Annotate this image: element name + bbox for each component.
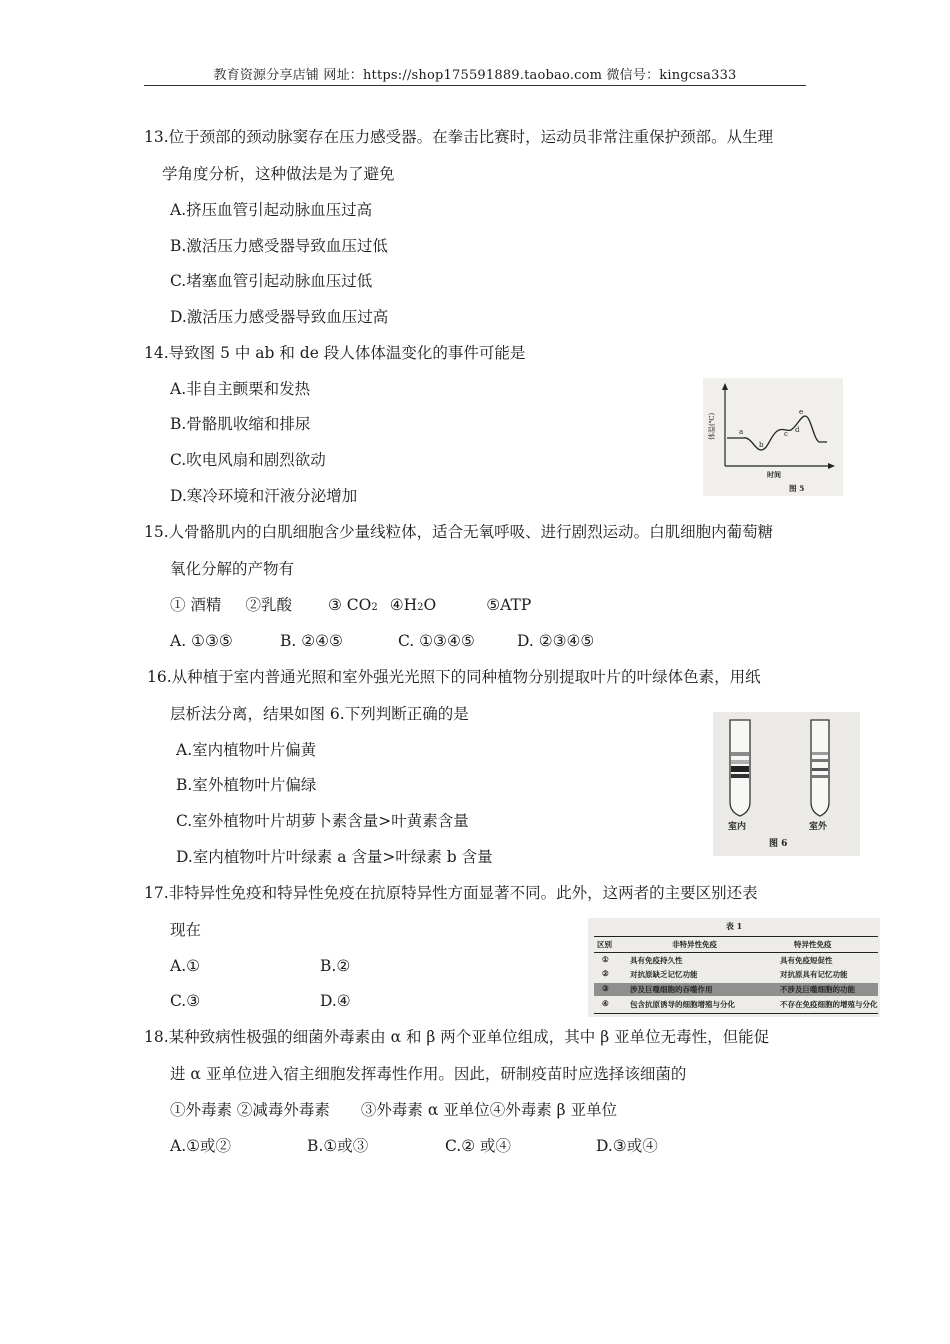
q17-option-a: A.①: [170, 957, 201, 975]
figure-5-graph: [703, 378, 843, 496]
table-cell: ④: [602, 999, 609, 1008]
table-1-header-col3: 特异性免疫: [794, 940, 832, 949]
table-cell: 包含抗原诱导的细胞增殖与分化: [630, 1000, 735, 1009]
fig5-point-b: b: [759, 441, 764, 449]
table-1-title: 表 1: [725, 921, 743, 931]
table-cell: 对抗原缺乏记忆功能: [630, 970, 698, 979]
q17-stem-line2: 现在: [170, 921, 202, 939]
q13-option-d: D.激活压力感受器导致血压过高: [170, 308, 389, 326]
q15-item-1: ① 酒精: [170, 596, 222, 614]
table-1-top-rule: [594, 936, 878, 937]
q15-item-4: ④H2O: [389, 596, 437, 614]
q15-item-5: ⑤ATP: [486, 596, 532, 614]
table-1-header-rule: [594, 952, 878, 953]
fig5-ylabel: 体温(℃): [708, 412, 716, 440]
table-cell: ③: [602, 984, 609, 993]
q13-stem-line2: 学角度分析，这种做法是为了避免: [162, 165, 395, 183]
fig5-point-c: c: [784, 430, 788, 438]
figure-5: [703, 378, 843, 496]
table-row: [594, 983, 878, 996]
q16-option-a: A.室内植物叶片偏黄: [176, 741, 317, 759]
q18-option-d: D.③或④: [596, 1137, 658, 1155]
q14-option-b: B.骨骼肌收缩和排尿: [170, 415, 311, 433]
q15-item-3: ③ CO2: [327, 596, 378, 614]
table-row: [594, 969, 878, 981]
table-1: [588, 918, 880, 1017]
fig6-label-outdoor: 室外: [809, 822, 828, 832]
table-1-header-row: [594, 939, 878, 951]
table-cell: 对抗原具有记忆功能: [780, 970, 848, 979]
q18-option-b: B.①或③: [307, 1137, 369, 1155]
table-cell: ①: [602, 955, 609, 964]
table-cell: 涉及巨噬细胞的吞噬作用: [630, 985, 713, 994]
q18-stem-line2: 进 α 亚单位进入宿主细胞发挥毒性作用。因此，研制疫苗时应选择该细菌的: [170, 1065, 687, 1083]
table-row: [594, 999, 878, 1011]
figure-6-tubes: [713, 712, 860, 856]
q15-item-2: ②乳酸: [245, 596, 292, 614]
table-1-bottom-rule: [594, 1013, 878, 1014]
table-cell: 不涉及巨噬细胞的功能: [780, 985, 855, 994]
q17-option-b: B.②: [320, 957, 351, 975]
table-cell: 具有免疫短促性: [780, 956, 833, 965]
q14-stem: 14.导致图 5 中 ab 和 de 段人体体温变化的事件可能是: [144, 344, 526, 362]
fig5-xlabel: 时间: [767, 470, 781, 479]
table-cell: ②: [602, 969, 609, 978]
q15-option-d: D. ②③④⑤: [517, 632, 595, 650]
q16-option-d: D.室内植物叶片叶绿素 a 含量>叶绿素 b 含量: [176, 848, 493, 866]
table-row: [594, 955, 878, 967]
q15-option-c: C. ①③④⑤: [398, 632, 475, 650]
q17-option-c: C.③: [170, 992, 201, 1010]
header-divider: [144, 85, 806, 86]
page-header: 教育资源分享店铺 网址：https://shop175591889.taobao.com 微信号：kingcsa333: [213, 68, 737, 83]
fig5-point-e: e: [799, 408, 804, 416]
q13-option-c: C.堵塞血管引起动脉血压过低: [170, 272, 373, 290]
q16-option-c: C.室外植物叶片胡萝卜素含量>叶黄素含量: [176, 812, 469, 830]
fig5-point-d: d: [795, 426, 800, 434]
fig5-point-a: a: [739, 428, 744, 436]
table-cell: 不存在免疫细胞的增殖与分化: [780, 1000, 878, 1009]
q17-option-d: D.④: [320, 992, 351, 1010]
q18-stem-line1: 18.某种致病性极强的细菌外毒素由 α 和 β 两个亚单位组成，其中 β 亚单位无毒性，但能促: [144, 1028, 770, 1046]
q17-stem-line1: 17.非特异性免疫和特异性免疫在抗原特异性方面显著不同。此外，这两者的主要区别还表: [144, 884, 758, 902]
q16-option-b: B.室外植物叶片偏绿: [176, 776, 317, 794]
q16-stem-line1: 16.从种植于室内普通光照和室外强光光照下的同种植物分别提取叶片的叶绿体色素，用纸: [147, 668, 761, 686]
q13-stem-line1: 13.位于颈部的颈动脉窦存在压力感受器。在拳击比赛时，运动员非常注重保护颈部。从生理: [144, 128, 774, 146]
q15-items: [170, 595, 531, 618]
q15-option-a: A. ①③⑤: [170, 632, 233, 650]
table-1-header-col2: 非特异性免疫: [672, 940, 717, 949]
q14-option-a: A.非自主颤栗和发热: [170, 380, 311, 398]
q15-stem-line1: 15.人骨骼肌内的白肌细胞含少量线粒体，适合无氧呼吸、进行剧烈运动。白肌细胞内葡萄糖: [144, 523, 774, 541]
q14-option-d: D.寒冷环境和汗液分泌增加: [170, 487, 358, 505]
q18-option-a: A.①或②: [170, 1137, 232, 1155]
q13-option-a: A.挤压血管引起动脉血压过高: [170, 201, 373, 219]
fig6-caption: 图 6: [769, 839, 788, 849]
q14-option-c: C.吹电风扇和剧烈欲动: [170, 451, 326, 469]
q15-option-b: B. ②④⑤: [280, 632, 343, 650]
figure-6: [713, 712, 860, 856]
fig6-label-indoor: 室内: [728, 822, 747, 832]
q18-option-c: C.② 或④: [445, 1137, 512, 1155]
table-1-header-col1: 区别: [597, 940, 612, 949]
table-cell: 具有免疫持久性: [630, 956, 683, 965]
q16-stem-line2: 层析法分离，结果如图 6.下列判断正确的是: [170, 705, 469, 723]
fig5-caption: 图 5: [789, 484, 805, 493]
q15-stem-line2: 氧化分解的产物有: [170, 560, 295, 578]
q13-option-b: B.激活压力感受器导致血压过低: [170, 237, 388, 255]
q18-items: ①外毒素 ②减毒外毒素 ③外毒素 α 亚单位④外毒素 β 亚单位: [170, 1101, 618, 1119]
